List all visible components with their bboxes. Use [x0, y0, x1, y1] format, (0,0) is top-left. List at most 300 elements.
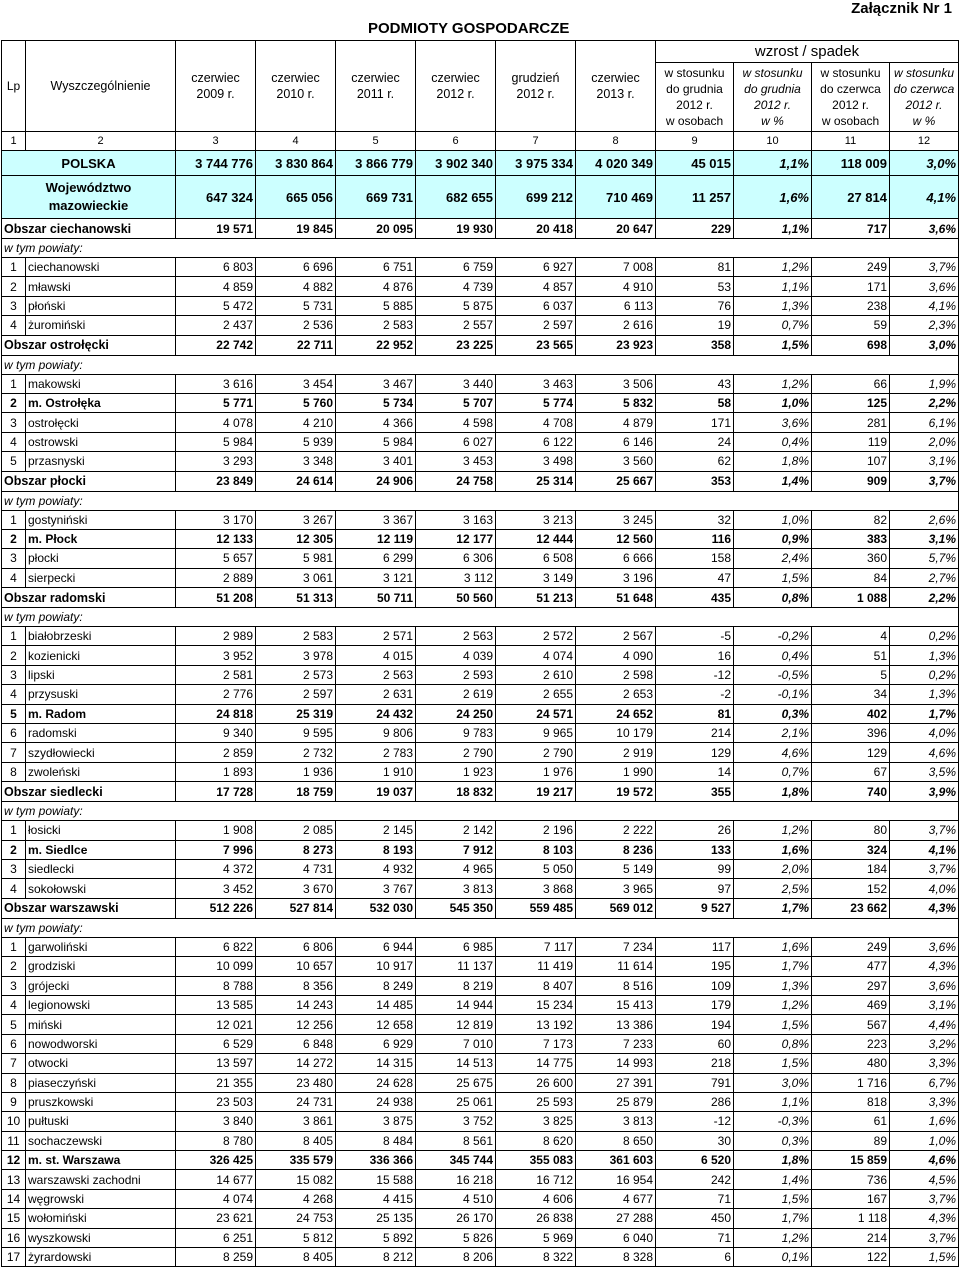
- header-c8: czerwiec 2013 r.: [576, 41, 656, 132]
- value-cell: 7 008: [576, 258, 656, 277]
- value-cell: 14: [656, 762, 734, 781]
- value-cell: -0,5%: [734, 665, 812, 684]
- value-cell: 4,1%: [890, 296, 959, 315]
- value-cell: 8 273: [256, 840, 336, 859]
- table-row: [2, 1209, 959, 1228]
- table-row: [2, 452, 959, 471]
- value-cell: 23 503: [176, 1092, 256, 1111]
- value-cell: 223: [812, 1034, 890, 1053]
- subheader-row: [2, 355, 959, 374]
- value-cell: 3 454: [256, 374, 336, 393]
- column-number: 9: [656, 132, 734, 151]
- value-cell: 12 177: [416, 529, 496, 548]
- area-total-row: [2, 898, 959, 918]
- subheader-label: w tym powiaty:: [2, 239, 959, 258]
- value-cell: 3 866 779: [336, 151, 416, 176]
- value-cell: 2 989: [176, 627, 256, 646]
- value-cell: 358: [656, 335, 734, 355]
- value-cell: 12 021: [176, 1015, 256, 1034]
- header-lp: Lp: [2, 41, 26, 132]
- county-name: siedlecki: [26, 859, 176, 878]
- value-cell: 27 814: [812, 176, 890, 219]
- value-cell: 2,3%: [890, 316, 959, 335]
- value-cell: 2 732: [256, 743, 336, 762]
- county-name: piaseczyński: [26, 1073, 176, 1092]
- value-cell: 4 078: [176, 413, 256, 432]
- area-total-row: [2, 335, 959, 355]
- value-cell: 2 583: [256, 627, 336, 646]
- value-cell: 4 090: [576, 646, 656, 665]
- value-cell: 1 118: [812, 1209, 890, 1228]
- value-cell: 6 037: [496, 296, 576, 315]
- table-row: [2, 957, 959, 976]
- value-cell: 2 598: [576, 665, 656, 684]
- value-cell: 1 908: [176, 821, 256, 840]
- value-cell: 158: [656, 549, 734, 568]
- value-cell: 4 932: [336, 859, 416, 878]
- value-cell: 26 600: [496, 1073, 576, 1092]
- table-row: [2, 646, 959, 665]
- table-row: [2, 1151, 959, 1170]
- value-cell: 2 776: [176, 685, 256, 704]
- value-cell: 11 257: [656, 176, 734, 219]
- value-cell: 6 822: [176, 937, 256, 956]
- table-row: [2, 316, 959, 335]
- value-cell: 5 832: [576, 393, 656, 412]
- value-cell: 6 040: [576, 1228, 656, 1247]
- value-cell: 5 760: [256, 393, 336, 412]
- value-cell: 7 233: [576, 1034, 656, 1053]
- value-cell: 242: [656, 1170, 734, 1189]
- value-cell: 59: [812, 316, 890, 335]
- value-cell: 3,6%: [890, 219, 959, 239]
- value-cell: 6 696: [256, 258, 336, 277]
- table-row: [2, 413, 959, 432]
- value-cell: 4 857: [496, 277, 576, 296]
- value-cell: 5 812: [256, 1228, 336, 1247]
- row-number: 1: [2, 374, 26, 393]
- value-cell: 669 731: [336, 176, 416, 219]
- value-cell: 11 614: [576, 957, 656, 976]
- value-cell: 1,7%: [734, 898, 812, 918]
- value-cell: 0,1%: [734, 1248, 812, 1267]
- county-name: garwoliński: [26, 937, 176, 956]
- value-cell: 24 906: [336, 471, 416, 491]
- value-cell: 80: [812, 821, 890, 840]
- county-name: białobrzeski: [26, 627, 176, 646]
- value-cell: 97: [656, 879, 734, 898]
- value-cell: 3 367: [336, 510, 416, 529]
- value-cell: 23 565: [496, 335, 576, 355]
- table-row: [2, 258, 959, 277]
- value-cell: 2 581: [176, 665, 256, 684]
- value-cell: 3,3%: [890, 1092, 959, 1111]
- table-row: [2, 296, 959, 315]
- value-cell: 3 902 340: [416, 151, 496, 176]
- value-cell: 2 145: [336, 821, 416, 840]
- value-cell: 25 667: [576, 471, 656, 491]
- value-cell: 3 293: [176, 452, 256, 471]
- value-cell: 8 484: [336, 1131, 416, 1150]
- value-cell: 1,5%: [734, 1054, 812, 1073]
- value-cell: 8 405: [256, 1248, 336, 1267]
- value-cell: 1,5%: [734, 568, 812, 587]
- value-cell: 25 319: [256, 704, 336, 723]
- row-number: 4: [2, 685, 26, 704]
- value-cell: 8 561: [416, 1131, 496, 1150]
- area-total-row: [2, 471, 959, 491]
- value-cell: 1,5%: [890, 1248, 959, 1267]
- row-number: 12: [2, 1151, 26, 1170]
- value-cell: 16: [656, 646, 734, 665]
- value-cell: 45 015: [656, 151, 734, 176]
- value-cell: 4 677: [576, 1189, 656, 1208]
- value-cell: 4 366: [336, 413, 416, 432]
- value-cell: 0,9%: [734, 529, 812, 548]
- value-cell: 249: [812, 258, 890, 277]
- value-cell: 2 437: [176, 316, 256, 335]
- county-name: gostyniński: [26, 510, 176, 529]
- value-cell: 6 508: [496, 549, 576, 568]
- value-cell: 4 879: [576, 413, 656, 432]
- value-cell: 117: [656, 937, 734, 956]
- county-name: nowodworski: [26, 1034, 176, 1053]
- value-cell: 1 936: [256, 762, 336, 781]
- subheader-label: w tym powiaty:: [2, 355, 959, 374]
- table-row: [2, 393, 959, 412]
- value-cell: 2 616: [576, 316, 656, 335]
- value-cell: 60: [656, 1034, 734, 1053]
- value-cell: 909: [812, 471, 890, 491]
- value-cell: 3 965: [576, 879, 656, 898]
- value-cell: 345 744: [416, 1151, 496, 1170]
- row-number: 4: [2, 568, 26, 587]
- county-name: m. Radom: [26, 704, 176, 723]
- value-cell: 3,0%: [734, 1073, 812, 1092]
- value-cell: 1,5%: [734, 1015, 812, 1034]
- value-cell: 6 929: [336, 1034, 416, 1053]
- value-cell: 4 598: [416, 413, 496, 432]
- value-cell: 281: [812, 413, 890, 432]
- subheader-row: [2, 239, 959, 258]
- value-cell: 3 744 776: [176, 151, 256, 176]
- table-row: [2, 743, 959, 762]
- value-cell: 214: [812, 1228, 890, 1247]
- value-cell: 1,0%: [734, 393, 812, 412]
- value-cell: 2 859: [176, 743, 256, 762]
- value-cell: 3,7%: [890, 859, 959, 878]
- table-row: [2, 1131, 959, 1150]
- value-cell: 10 917: [336, 957, 416, 976]
- value-cell: 4,3%: [890, 898, 959, 918]
- value-cell: 8 219: [416, 976, 496, 995]
- value-cell: 6 927: [496, 258, 576, 277]
- value-cell: 1,1%: [734, 277, 812, 296]
- value-cell: 2 619: [416, 685, 496, 704]
- value-cell: 0,8%: [734, 588, 812, 608]
- value-cell: 17 728: [176, 782, 256, 802]
- value-cell: 8 103: [496, 840, 576, 859]
- value-cell: 3,1%: [890, 452, 959, 471]
- table-row: [2, 1034, 959, 1053]
- value-cell: 14 944: [416, 995, 496, 1014]
- value-cell: 14 272: [256, 1054, 336, 1073]
- value-cell: 23 480: [256, 1073, 336, 1092]
- county-name: przasnyski: [26, 452, 176, 471]
- table-row: [2, 374, 959, 393]
- value-cell: 0,7%: [734, 762, 812, 781]
- value-cell: 9 783: [416, 724, 496, 743]
- column-number: 6: [416, 132, 496, 151]
- value-cell: 0,2%: [890, 627, 959, 646]
- value-cell: 81: [656, 704, 734, 723]
- table-row: [2, 510, 959, 529]
- value-cell: 818: [812, 1092, 890, 1111]
- value-cell: 7 173: [496, 1034, 576, 1053]
- value-cell: 4 910: [576, 277, 656, 296]
- table-row: [2, 995, 959, 1014]
- value-cell: 2 655: [496, 685, 576, 704]
- value-cell: 118 009: [812, 151, 890, 176]
- value-cell: 8 193: [336, 840, 416, 859]
- value-cell: 24 753: [256, 1209, 336, 1228]
- value-cell: 336 366: [336, 1151, 416, 1170]
- value-cell: 527 814: [256, 898, 336, 918]
- county-name: ciechanowski: [26, 258, 176, 277]
- value-cell: 15 588: [336, 1170, 416, 1189]
- value-cell: 326 425: [176, 1151, 256, 1170]
- county-name: m. Płock: [26, 529, 176, 548]
- value-cell: 51 313: [256, 588, 336, 608]
- value-cell: 3 452: [176, 879, 256, 898]
- table-row: [2, 762, 959, 781]
- table-row: [2, 627, 959, 646]
- value-cell: 12 444: [496, 529, 576, 548]
- value-cell: 71: [656, 1228, 734, 1247]
- value-cell: 13 192: [496, 1015, 576, 1034]
- table-row: [2, 277, 959, 296]
- value-cell: 559 485: [496, 898, 576, 918]
- value-cell: 184: [812, 859, 890, 878]
- voivodeship-total-row: [2, 176, 959, 219]
- country-total-row: [2, 151, 959, 176]
- row-number: 8: [2, 762, 26, 781]
- value-cell: 2 573: [256, 665, 336, 684]
- value-cell: 7 912: [416, 840, 496, 859]
- value-cell: 2,0%: [890, 432, 959, 451]
- value-cell: 355: [656, 782, 734, 802]
- value-cell: 3 752: [416, 1112, 496, 1131]
- value-cell: 24 758: [416, 471, 496, 491]
- county-name: legionowski: [26, 995, 176, 1014]
- value-cell: 2 142: [416, 821, 496, 840]
- row-number: 1: [2, 937, 26, 956]
- row-number: 10: [2, 1112, 26, 1131]
- row-number: 16: [2, 1228, 26, 1247]
- value-cell: 71: [656, 1189, 734, 1208]
- county-name: węgrowski: [26, 1189, 176, 1208]
- value-cell: 15 413: [576, 995, 656, 1014]
- value-cell: 1,3%: [734, 296, 812, 315]
- value-cell: 4,1%: [890, 176, 959, 219]
- value-cell: 0,3%: [734, 704, 812, 723]
- value-cell: 129: [812, 743, 890, 762]
- row-number: 8: [2, 1073, 26, 1092]
- value-cell: 24 250: [416, 704, 496, 723]
- value-cell: 26 170: [416, 1209, 496, 1228]
- value-cell: 3,3%: [890, 1054, 959, 1073]
- value-cell: 0,7%: [734, 316, 812, 335]
- county-name: pułtuski: [26, 1112, 176, 1131]
- value-cell: 3 348: [256, 452, 336, 471]
- value-cell: 30: [656, 1131, 734, 1150]
- table-row: [2, 976, 959, 995]
- value-cell: 2 222: [576, 821, 656, 840]
- value-cell: 4 074: [176, 1189, 256, 1208]
- value-cell: 5 984: [176, 432, 256, 451]
- value-cell: 171: [812, 277, 890, 296]
- value-cell: 26: [656, 821, 734, 840]
- value-cell: 791: [656, 1073, 734, 1092]
- value-cell: 4 020 349: [576, 151, 656, 176]
- column-number: 4: [256, 132, 336, 151]
- value-cell: 11 419: [496, 957, 576, 976]
- value-cell: 4,3%: [890, 957, 959, 976]
- header-c5: czerwiec 2011 r.: [336, 41, 416, 132]
- county-name: otwocki: [26, 1054, 176, 1073]
- value-cell: 8 780: [176, 1131, 256, 1150]
- value-cell: 8 328: [576, 1248, 656, 1267]
- value-cell: 3 875: [336, 1112, 416, 1131]
- value-cell: 34: [812, 685, 890, 704]
- value-cell: 3 616: [176, 374, 256, 393]
- table-row: [2, 1112, 959, 1131]
- county-name: m. st. Warszawa: [26, 1151, 176, 1170]
- county-name: miński: [26, 1015, 176, 1034]
- value-cell: 6 027: [416, 432, 496, 451]
- value-cell: 4 859: [176, 277, 256, 296]
- value-cell: 19 571: [176, 219, 256, 239]
- row-number: 4: [2, 432, 26, 451]
- value-cell: 47: [656, 568, 734, 587]
- value-cell: 335 579: [256, 1151, 336, 1170]
- value-cell: 1,1%: [734, 1092, 812, 1111]
- value-cell: 3 840: [176, 1112, 256, 1131]
- area-total-row: [2, 219, 959, 239]
- row-number: 13: [2, 1170, 26, 1189]
- value-cell: 699 212: [496, 176, 576, 219]
- value-cell: 8 259: [176, 1248, 256, 1267]
- value-cell: 23 849: [176, 471, 256, 491]
- country-name: POLSKA: [2, 151, 176, 176]
- group-header: wzrost / spadek: [656, 41, 959, 63]
- value-cell: 2 536: [256, 316, 336, 335]
- value-cell: 6 759: [416, 258, 496, 277]
- table-row: [2, 937, 959, 956]
- value-cell: 16 218: [416, 1170, 496, 1189]
- value-cell: 4 731: [256, 859, 336, 878]
- value-cell: 3,6%: [890, 976, 959, 995]
- value-cell: 3 401: [336, 452, 416, 471]
- table-row: [2, 724, 959, 743]
- column-number: 8: [576, 132, 656, 151]
- value-cell: 129: [656, 743, 734, 762]
- value-cell: 12 658: [336, 1015, 416, 1034]
- value-cell: 7 234: [576, 937, 656, 956]
- value-cell: 133: [656, 840, 734, 859]
- value-cell: 4,0%: [890, 879, 959, 898]
- value-cell: 2,2%: [890, 393, 959, 412]
- value-cell: 3 149: [496, 568, 576, 587]
- value-cell: 1,7%: [890, 704, 959, 723]
- county-name: sierpecki: [26, 568, 176, 587]
- value-cell: 51 213: [496, 588, 576, 608]
- value-cell: 3 767: [336, 879, 416, 898]
- value-cell: 3 463: [496, 374, 576, 393]
- value-cell: -5: [656, 627, 734, 646]
- value-cell: 1,6%: [734, 840, 812, 859]
- value-cell: 6 299: [336, 549, 416, 568]
- county-name: przysuski: [26, 685, 176, 704]
- value-cell: 0,2%: [890, 665, 959, 684]
- value-cell: 5 875: [416, 296, 496, 315]
- value-cell: 3,6%: [890, 277, 959, 296]
- value-cell: 5 984: [336, 432, 416, 451]
- value-cell: 4 510: [416, 1189, 496, 1208]
- value-cell: 4 876: [336, 277, 416, 296]
- header-name: Wyszczególnienie: [26, 41, 176, 132]
- value-cell: 23 225: [416, 335, 496, 355]
- value-cell: 3 868: [496, 879, 576, 898]
- table-row: [2, 1228, 959, 1247]
- value-cell: 0,4%: [734, 432, 812, 451]
- value-cell: 3 861: [256, 1112, 336, 1131]
- value-cell: 167: [812, 1189, 890, 1208]
- value-cell: 3,7%: [890, 821, 959, 840]
- value-cell: 19 217: [496, 782, 576, 802]
- value-cell: 324: [812, 840, 890, 859]
- county-name: grójecki: [26, 976, 176, 995]
- value-cell: 8 322: [496, 1248, 576, 1267]
- table-row: [2, 1054, 959, 1073]
- value-cell: 4 372: [176, 859, 256, 878]
- value-cell: 82: [812, 510, 890, 529]
- county-name: szydłowiecki: [26, 743, 176, 762]
- value-cell: 3 952: [176, 646, 256, 665]
- subheader-row: [2, 608, 959, 627]
- value-cell: 4 606: [496, 1189, 576, 1208]
- table-row: [2, 821, 959, 840]
- value-cell: 5 050: [496, 859, 576, 878]
- value-cell: 3,0%: [890, 151, 959, 176]
- row-number: 7: [2, 1054, 26, 1073]
- value-cell: -2: [656, 685, 734, 704]
- value-cell: 1,1%: [734, 219, 812, 239]
- value-cell: 3 467: [336, 374, 416, 393]
- value-cell: 480: [812, 1054, 890, 1073]
- value-cell: 8 407: [496, 976, 576, 995]
- county-name: m. Ostrołęka: [26, 393, 176, 412]
- value-cell: 81: [656, 258, 734, 277]
- value-cell: 21 355: [176, 1073, 256, 1092]
- value-cell: 12 819: [416, 1015, 496, 1034]
- value-cell: 20 647: [576, 219, 656, 239]
- row-number: 3: [2, 296, 26, 315]
- value-cell: 14 993: [576, 1054, 656, 1073]
- county-name: ostrołęcki: [26, 413, 176, 432]
- value-cell: 4,6%: [734, 743, 812, 762]
- row-number: 9: [2, 1092, 26, 1111]
